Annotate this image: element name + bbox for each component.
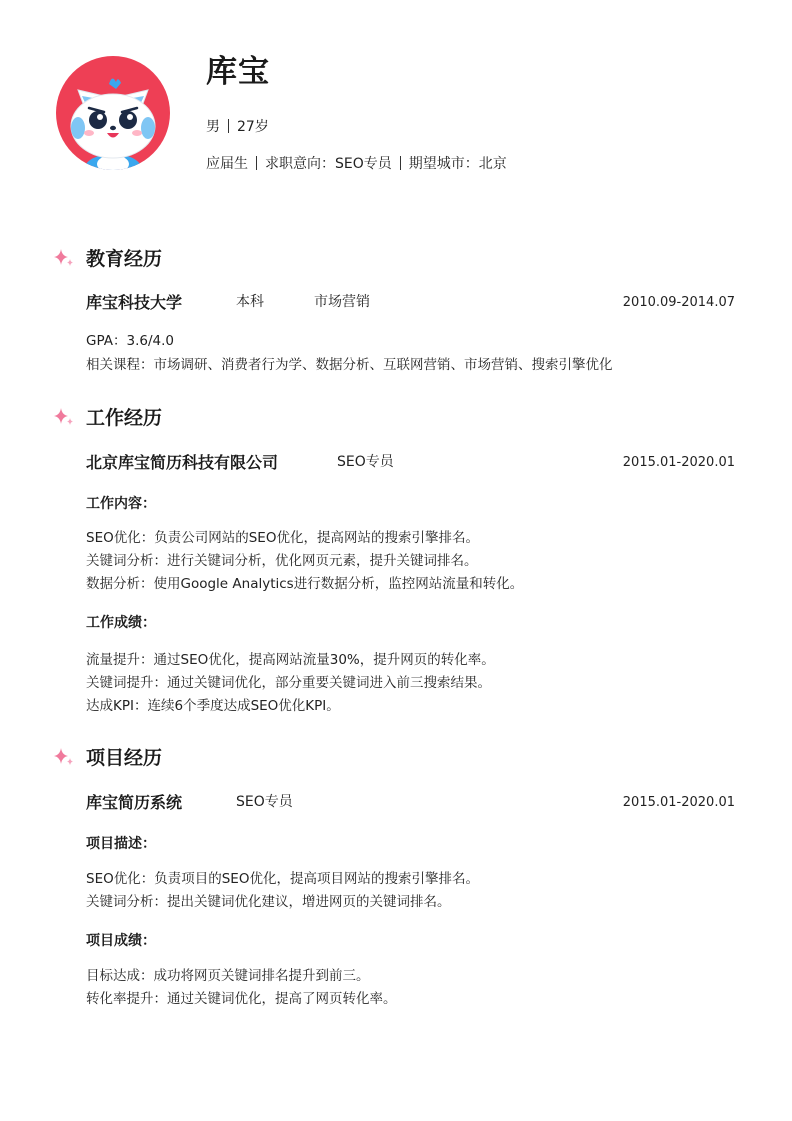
sparkle-icon [52, 746, 76, 770]
education-date: 2010.09-2014.07 [622, 295, 735, 310]
work-content-label: 工作内容： [86, 496, 156, 512]
project-desc-line: SEO优化：负责项目的SEO优化，提高项目网站的搜索引擎排名。 [86, 871, 479, 887]
work-content-line: SEO优化：负责公司网站的SEO优化，提高网站的搜索引擎排名。 [86, 530, 479, 546]
school-name: 库宝科技大学 [86, 293, 183, 312]
work-result-line: 关键词提升：通过关键词优化，部分重要关键词进入前三搜索结果。 [86, 675, 491, 691]
section-title-project: 项目经历 [86, 747, 163, 769]
section-title-work: 工作经历 [86, 407, 163, 429]
project-desc-label: 项目描述： [86, 836, 156, 852]
avatar [56, 56, 170, 170]
divider [400, 156, 401, 170]
major: 市场营销 [314, 294, 370, 310]
project-desc-line: 关键词分析：提出关键词优化建议，增进网页的关键词排名。 [86, 894, 451, 910]
job-intent-line [206, 154, 507, 174]
status: 应届生 [206, 156, 248, 172]
divider [256, 156, 257, 170]
work-role: SEO专员 [337, 454, 394, 470]
cat-mascot-icon [56, 56, 170, 170]
project-role: SEO专员 [236, 794, 293, 810]
courses: 相关课程：市场调研、消费者行为学、数据分析、互联网营销、市场营销、搜索引擎优化 [86, 357, 613, 373]
basic-info-line [206, 117, 269, 137]
work-results-label: 工作成绩： [86, 615, 156, 631]
expected-city: 期望城市：北京 [408, 156, 507, 172]
divider [228, 119, 229, 133]
candidate-name: 库宝 [206, 54, 270, 90]
work-date: 2015.01-2020.01 [622, 455, 735, 470]
work-result-line: 流量提升：通过SEO优化，提高网站流量30%，提升网页的转化率。 [86, 652, 495, 668]
project-name: 库宝简历系统 [86, 793, 183, 812]
project-results-label: 项目成绩： [86, 933, 156, 949]
company-name: 北京库宝简历科技有限公司 [86, 453, 279, 472]
sparkle-icon [52, 247, 76, 271]
job-intent: 求职意向：SEO专员 [265, 156, 392, 172]
project-date: 2015.01-2020.01 [622, 795, 735, 810]
age: 27岁 [237, 119, 269, 135]
project-result-line: 转化率提升：通过关键词优化，提高了网页转化率。 [86, 991, 397, 1007]
project-result-line: 目标达成：成功将网页关键词排名提升到前三。 [86, 968, 370, 984]
section-title-education: 教育经历 [86, 248, 163, 270]
gpa: GPA：3.6/4.0 [86, 333, 174, 349]
work-content-line: 数据分析：使用Google Analytics进行数据分析，监控网站流量和转化。 [86, 576, 524, 592]
work-content-line: 关键词分析：进行关键词分析，优化网页元素，提升关键词排名。 [86, 553, 478, 569]
gender: 男 [206, 119, 220, 135]
sparkle-icon [52, 406, 76, 430]
degree: 本科 [236, 294, 264, 310]
work-result-line: 达成KPI：连续6个季度达成SEO优化KPI。 [86, 698, 340, 714]
